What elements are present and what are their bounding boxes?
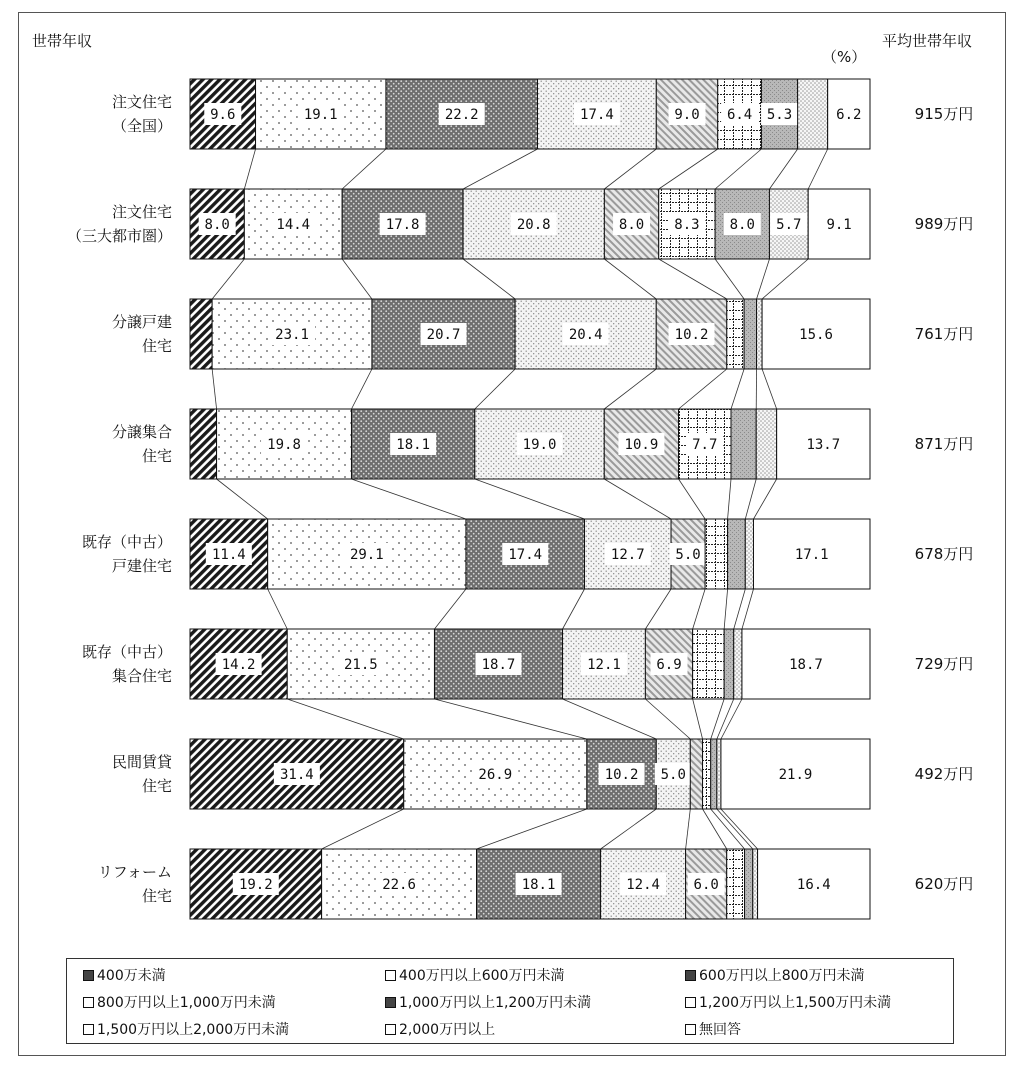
unit-label: （%） [822,48,867,66]
value-label: 6.2 [836,107,862,123]
legend-label: 1,200万円以上1,500万円未満 [699,995,892,1011]
legend-label: 400万未満 [97,968,166,984]
legend-swatch [385,1024,396,1035]
bar-segment [711,739,717,809]
value-label: 29.1 [349,547,384,563]
connector-line [212,369,216,409]
connector-line [342,149,386,189]
bar-segment [753,849,758,919]
value-label: 16.4 [796,877,831,893]
value-label: 8.0 [618,217,645,233]
value-label: 8.3 [674,217,700,233]
category-label: 住宅 [141,447,172,465]
value-label: 10.9 [624,437,659,453]
corner-label-left: 世帯年収 [32,32,93,50]
connector-line [268,589,288,629]
connector-line [686,809,691,849]
legend-item [83,965,166,985]
connector-line [769,149,797,189]
bar-segment [798,79,828,149]
value-label: 12.4 [626,877,660,893]
average-income-label: 761万円 [914,325,974,343]
connector-line [351,479,465,519]
category-label: 住宅 [141,887,172,905]
connector-line [717,809,753,849]
value-label: 5.0 [660,767,686,783]
connector-line [351,369,371,409]
category-label: 注文住宅 [111,203,172,221]
connector-line [728,479,731,519]
connector-line [212,259,244,299]
connector-line [604,479,671,519]
value-label: 7.7 [692,437,718,453]
bar-segment [190,299,212,369]
connector-line [477,809,587,849]
value-label: 19.1 [303,107,338,123]
connector-line [463,149,537,189]
category-label: リフォーム [97,863,172,881]
value-label: 13.7 [806,437,841,453]
average-income-label: 729万円 [914,655,974,673]
value-label: 8.0 [729,217,755,233]
average-income-label: 678万円 [914,545,974,563]
connector-line [287,699,403,739]
connector-line [762,259,808,299]
bar-segment [728,519,746,589]
bar-segment [756,409,776,479]
value-label: 19.0 [522,437,557,453]
bar-segment [744,299,756,369]
value-label: 9.1 [826,217,852,233]
legend-item [385,992,591,1012]
average-income-label: 492万円 [914,765,974,783]
connector-line [604,259,656,299]
category-label: 分譲集合 [111,423,172,441]
value-label: 21.5 [343,657,378,673]
legend-item [83,1019,289,1039]
connector-line [659,149,718,189]
value-label: 6.4 [726,107,753,123]
value-label: 22.2 [444,107,479,123]
average-labels [915,105,974,893]
legend-label: 400万円以上600万円未満 [399,968,565,984]
connector-line [217,479,268,519]
value-label: 8.0 [204,217,230,233]
value-label: 11.4 [211,547,246,563]
connector-line [679,479,706,519]
bar-segment [190,409,217,479]
corner-label-right: 平均世帯年収 [882,32,973,50]
bar-segment [734,629,742,699]
value-label: 22.6 [382,877,416,893]
value-label: 10.2 [674,327,709,343]
legend-label: 600万円以上800万円未満 [699,968,865,984]
value-label: 19.2 [238,877,273,893]
average-income-label: 915万円 [914,105,974,123]
bar-segment [757,299,763,369]
value-label: 14.4 [276,217,311,233]
value-label: 19.8 [267,437,301,453]
category-label: 既存（中古） [81,533,172,551]
connector-line [731,369,744,409]
legend [66,958,954,1044]
connector-line [645,699,690,739]
bar-segment [690,739,702,809]
legend-item [385,1019,495,1039]
value-label: 12.7 [610,547,645,563]
value-label: 20.7 [426,327,461,343]
connector-line [715,259,744,299]
connector-line [659,259,727,299]
value-label: 20.8 [516,217,551,233]
connector-line [808,149,827,189]
value-label: 5.7 [776,217,802,233]
legend-item [685,992,891,1012]
legend-item [385,965,564,985]
category-label: 既存（中古） [81,643,172,661]
connector-line [757,259,770,299]
value-label: 6.9 [656,657,682,673]
connector-line [762,369,777,409]
connector-line [475,479,585,519]
value-label: 12.1 [587,657,621,673]
category-label: （三大都市圏） [66,227,172,245]
connector-line [601,809,657,849]
value-label: 18.7 [481,657,516,673]
value-label: 31.4 [280,767,314,783]
connector-line [715,149,761,189]
value-label: 15.6 [799,327,833,343]
category-label: 集合住宅 [111,667,172,685]
connector-line [679,369,727,409]
bar-segment [693,629,725,699]
value-label: 21.9 [778,767,813,783]
legend-swatch [83,1024,94,1035]
connector-line [463,259,515,299]
value-label: 5.3 [766,107,793,123]
category-label: 注文住宅 [111,93,172,111]
legend-swatch [685,997,696,1008]
legend-label: 1,000万円以上1,200万円未満 [399,995,592,1011]
category-labels [67,93,173,905]
connector-line [322,809,404,849]
value-label: 9.6 [210,107,236,123]
legend-swatch [83,970,94,981]
connector-line [563,589,585,629]
bar-segment [703,739,711,809]
connector-line [604,369,656,409]
average-income-label: 989万円 [914,215,974,233]
bar-segment [727,849,745,919]
legend-label: 無回答 [699,1022,741,1038]
legend-swatch [385,970,396,981]
value-label: 17.4 [508,547,543,563]
connector-line [342,259,372,299]
connector-line [434,699,586,739]
bar-segment [717,739,721,809]
connector-line [711,699,724,739]
bar-segment [705,519,727,589]
value-label: 18.7 [789,657,823,673]
connector-line [604,149,656,189]
value-label: 23.1 [275,327,309,343]
bar-segment [745,519,753,589]
average-income-label: 871万円 [914,435,974,453]
bar-segment [727,299,744,369]
legend-swatch [83,997,94,1008]
connector-line [753,479,776,519]
value-label: 10.2 [604,767,639,783]
value-label: 18.1 [521,877,556,893]
connector-line [693,699,703,739]
value-label: 14.2 [221,657,256,673]
connector-line [244,149,255,189]
bar-segment [745,849,753,919]
connector-line [693,589,705,629]
connector-line [645,589,671,629]
legend-item [685,1019,741,1039]
bar-segment [731,409,756,479]
legend-swatch [685,970,696,981]
value-label: 20.4 [568,327,603,343]
average-income-label: 620万円 [914,875,974,893]
connector-line [475,369,515,409]
category-label: 民間賃貸 [111,753,172,771]
category-label: 住宅 [141,777,172,795]
legend-label: 1,500万円以上2,000万円未満 [97,1022,290,1038]
connector-line [563,699,657,739]
legend-label: 800万円以上1,000万円未満 [97,995,276,1011]
category-label: 住宅 [141,337,172,355]
connector-line [724,589,727,629]
value-label: 5.0 [675,547,701,563]
legend-swatch [685,1024,696,1035]
legend-swatch [385,997,396,1008]
value-label: 9.0 [674,107,700,123]
category-label: 分譲戸建 [111,313,172,331]
value-label: 17.1 [794,547,829,563]
connector-line [703,809,727,849]
legend-item [685,965,864,985]
value-label: 17.8 [385,217,420,233]
value-label: 17.4 [580,107,614,123]
connector-line [434,589,465,629]
category-label: （全国） [111,117,172,135]
value-label: 26.9 [478,767,513,783]
connector-line [745,479,756,519]
value-label: 18.1 [396,437,431,453]
category-label: 戸建住宅 [111,557,172,575]
bar-segment [724,629,734,699]
legend-item [83,992,276,1012]
legend-label: 2,000万円以上 [399,1022,496,1038]
value-label: 6.0 [693,877,719,893]
